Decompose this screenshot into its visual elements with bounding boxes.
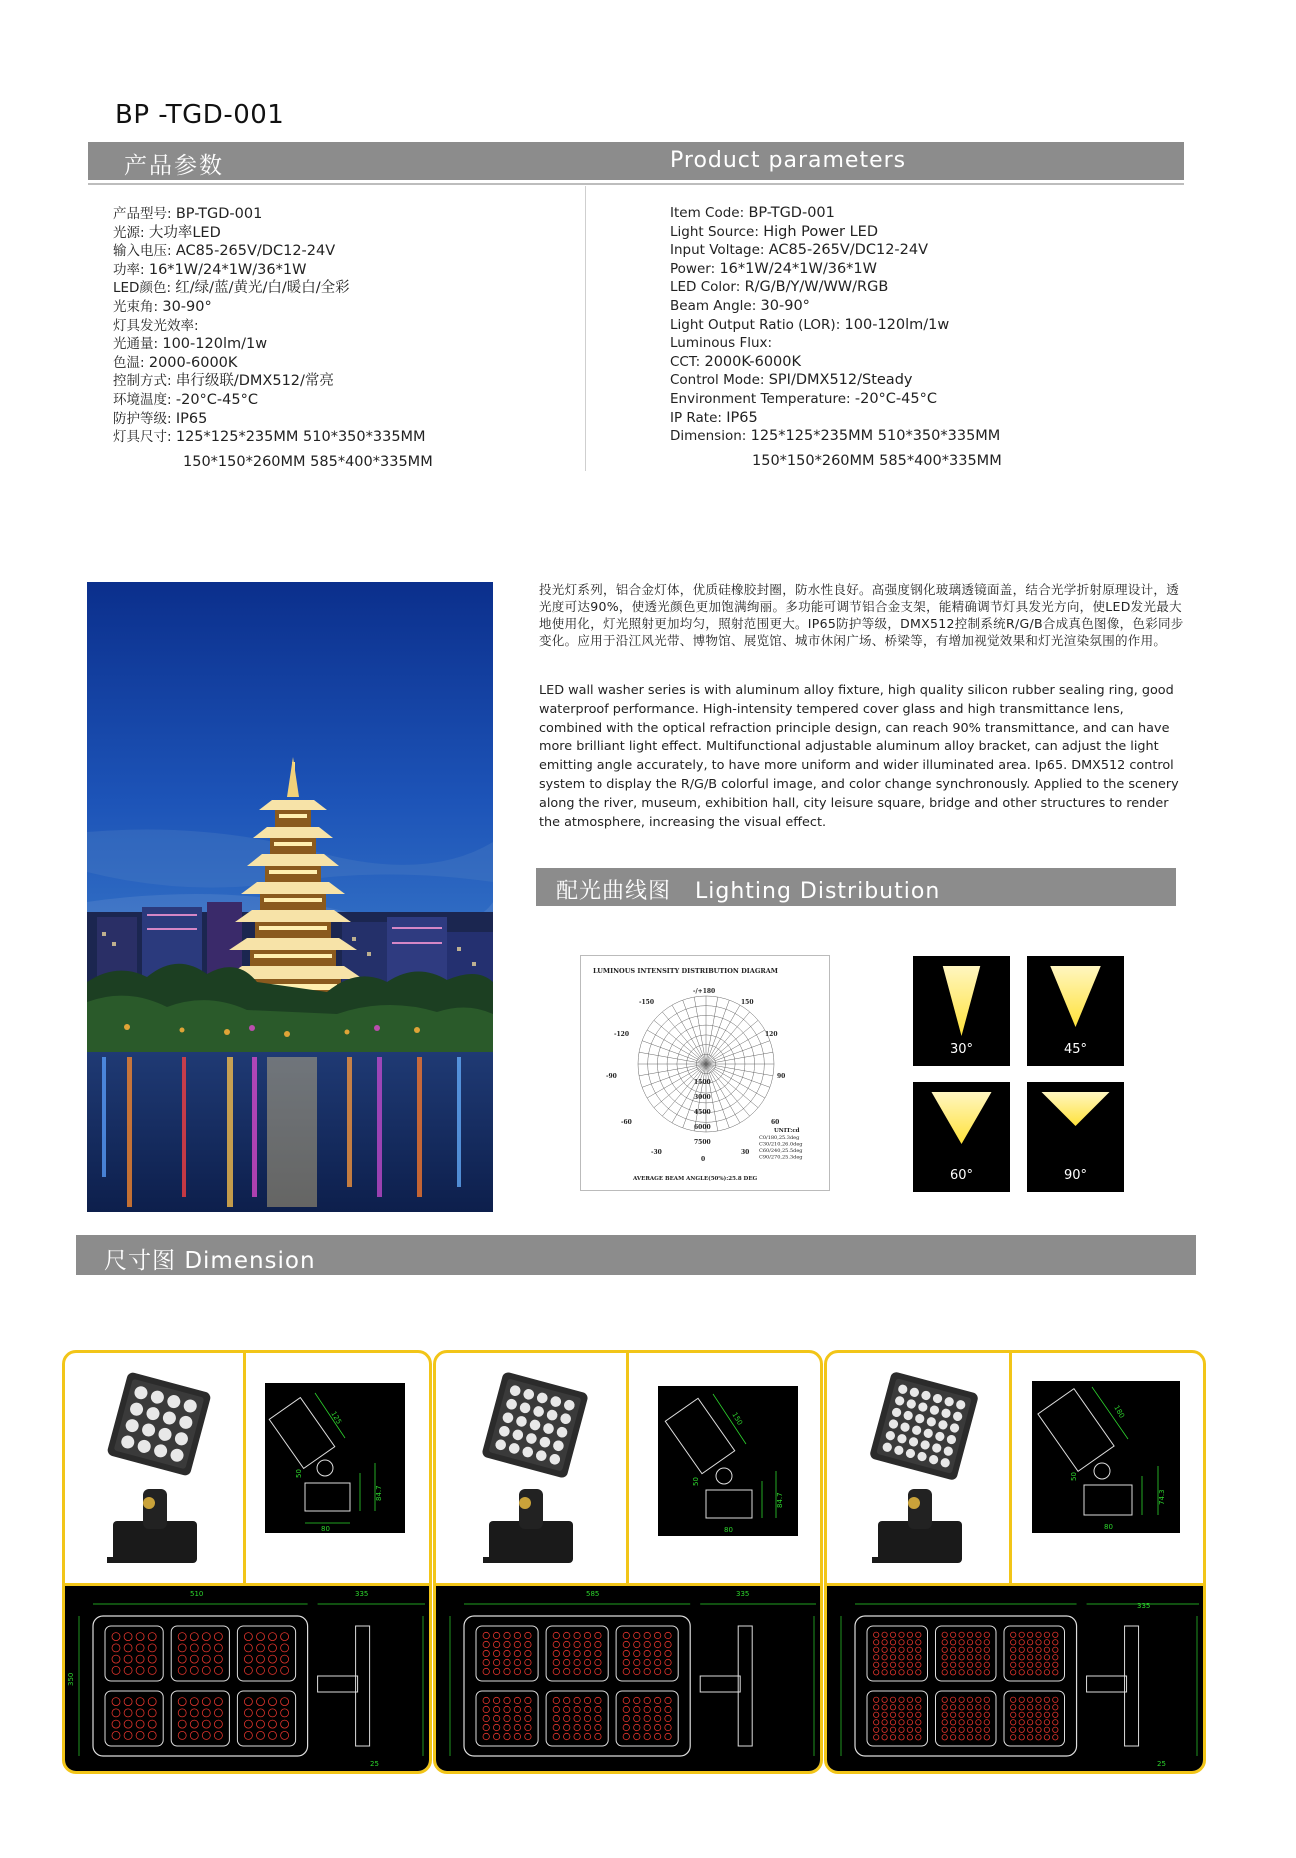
spec-value: 150*150*260MM 585*400*335MM: [183, 453, 433, 470]
params-title-cn: 产品参数: [124, 153, 224, 179]
spec-value: BP-TGD-001: [748, 205, 835, 221]
spec-row: [113, 335, 433, 354]
spec-label: Light Source:: [670, 223, 759, 240]
spec-row: [113, 317, 433, 336]
spec-row: [113, 224, 433, 243]
spec-row: [113, 372, 433, 391]
model-title: BP -TGD-001: [115, 100, 285, 130]
polar-legend-entry: C60/240,25.5deg: [759, 1148, 803, 1154]
plan-view-drawing: [436, 1586, 820, 1774]
polar-angle-label: 30: [741, 1149, 750, 1156]
polar-title: LUMINOUS INTENSITY DISTRIBUTION DIAGRAM: [593, 967, 779, 975]
spec-label: 产品型号:: [113, 206, 172, 222]
polar-angle-label: -60: [621, 1119, 632, 1126]
dim-label: 84.7: [375, 1485, 383, 1501]
spec-value: 大功率LED: [148, 224, 221, 241]
spec-row: [670, 371, 1002, 390]
dim-label: 74.3: [1158, 1489, 1166, 1505]
dim-label: 80: [1104, 1523, 1113, 1531]
spec-value: 125*125*235MM 510*350*335MM: [175, 429, 426, 446]
spec-row: [113, 410, 433, 429]
polar-angle-label: -30: [651, 1149, 662, 1156]
side-view-drawing: [658, 1386, 798, 1536]
spec-row: [113, 279, 433, 298]
spec-row: [113, 391, 433, 410]
dim-label: 335: [1137, 1602, 1151, 1610]
floodlight-36-led-product: [845, 1371, 995, 1571]
spec-row: [670, 278, 1002, 297]
polar-legend-entry: C30/210,26.0deg: [759, 1141, 803, 1148]
plan-view-drawing: [827, 1586, 1203, 1774]
spec-row: [670, 353, 1002, 372]
dimension-bar: [76, 1235, 1196, 1275]
dim-label: 80: [321, 1525, 330, 1533]
spec-value: 红/绿/蓝/黄光/白/暖白/全彩: [175, 280, 350, 297]
params-title-en: Product parameters: [670, 148, 907, 173]
polar-angle-label: 90: [777, 1073, 786, 1080]
spec-row: [670, 452, 1002, 471]
floodlight-25-led-product: [456, 1371, 606, 1571]
spec-label: 功率:: [113, 261, 145, 278]
spec-label: CCT:: [670, 353, 701, 370]
spec-value: AC85-265V/DC12-24V: [175, 243, 336, 260]
polar-ring-label: 4500: [694, 1109, 711, 1116]
spec-value: 150*150*260MM 585*400*335MM: [752, 452, 1002, 469]
floodlight-16-led-product: [85, 1371, 225, 1571]
polar-angle-label: -/+180: [693, 988, 716, 995]
spec-label: 光通量:: [113, 336, 159, 353]
dim-label: 50: [692, 1477, 700, 1486]
description-en: LED wall washer series is with aluminum alloy fixture, high quality silicon rubber sealing ring, good waterproof performance. High-intensity tempered cover glass and high transmittance lens, combined with the optical refraction principle design, can reach 90% transmittance, and can have more brilliant light effect. Multifunctional adjustable aluminum alloy bracket, can adjust the light emitting angle accurately, to have more uniform and wider illuminated area. Ip65. DMX512 control system to display the R/G/B colorful image, and color change synchronously. Applied to the scenery along the river, museum, exhibition hall, city leisure square, bridge and other structures to render the atmosphere, increasing the visual effect.: [539, 683, 1179, 830]
spec-row: [113, 242, 433, 261]
dimension-frame-small: [62, 1350, 432, 1774]
dim-label: 150: [730, 1411, 744, 1427]
spec-value: 16*1W/24*1W/36*1W: [148, 261, 307, 278]
spec-label: LED颜色:: [113, 280, 171, 297]
dim-label: 350: [67, 1672, 75, 1686]
spec-label: 光束角:: [113, 298, 159, 315]
dim-label: 585: [586, 1590, 600, 1598]
dim-label: 25: [370, 1760, 379, 1768]
spec-row: [670, 260, 1002, 279]
spec-label: 灯具发光效率:: [113, 317, 199, 334]
spec-row: [113, 354, 433, 373]
dim-label: 510: [190, 1590, 204, 1598]
luminous-intensity-diagram: [580, 955, 830, 1191]
spec-value: -20°C-45°C: [175, 391, 258, 408]
polar-angle-label: -120: [614, 1031, 630, 1038]
beam-90-cone: [1027, 1082, 1124, 1168]
spec-divider: [585, 186, 586, 471]
beam-30-cone: [913, 956, 1010, 1042]
dim-label: 335: [355, 1590, 369, 1598]
polar-angle-label: -150: [639, 999, 655, 1006]
spec-label: 色温:: [113, 354, 145, 371]
spec-row: [113, 205, 433, 224]
dim-label: 335: [736, 1590, 750, 1598]
dimension-frame-medium: [433, 1350, 823, 1774]
polar-legend-entry: C90/270,25.3deg: [759, 1154, 803, 1161]
side-view-drawing: [265, 1383, 405, 1533]
polar-ring-label: 1500: [694, 1079, 711, 1086]
spec-label: Light Output Ratio (LOR):: [670, 316, 841, 333]
lighting-distribution-title-cn: 配光曲线图: [556, 879, 672, 904]
spec-row: [113, 298, 433, 317]
dim-label: 180: [1112, 1404, 1126, 1420]
lighting-distribution-title-en: Lighting Distribution: [695, 879, 941, 904]
polar-angle-label: 150: [741, 999, 754, 1006]
beam-60-cone: [913, 1082, 1010, 1168]
spec-value: 125*125*235MM 510*350*335MM: [750, 428, 1001, 445]
frame-divider: [243, 1353, 246, 1583]
spec-row: [670, 334, 1002, 353]
dim-label: 50: [295, 1469, 303, 1478]
side-view-drawing: [1032, 1381, 1180, 1533]
polar-footer: AVERAGE BEAM ANGLE(50%):25.8 DEG: [633, 1176, 758, 1182]
dim-label: 84.7: [776, 1492, 784, 1508]
spec-row: [670, 427, 1002, 446]
polar-angle-label: -90: [606, 1073, 617, 1080]
spec-label: Dimension:: [670, 428, 747, 445]
beam-90-label: 90°: [1063, 1168, 1088, 1183]
spec-label: Input Voltage:: [670, 242, 765, 259]
beam-60-label: 60°: [949, 1168, 974, 1183]
spec-row: [670, 409, 1002, 428]
spec-label: Item Code:: [670, 205, 745, 221]
spec-label: LED Color:: [670, 279, 741, 296]
spec-label: IP Rate:: [670, 409, 722, 426]
spec-value: 2000K-6000K: [704, 353, 801, 370]
polar-angle-label: 60: [771, 1119, 780, 1126]
polar-legend-entry: C0/180,25.3deg: [759, 1135, 800, 1141]
polar-angle-label: 0: [701, 1156, 706, 1163]
spec-value: 2000-6000K: [148, 354, 238, 371]
spec-value: 30-90°: [162, 298, 212, 315]
spec-list-cn: [113, 205, 433, 471]
beam-60-tile: [913, 1082, 1010, 1192]
spec-label: Control Mode:: [670, 372, 765, 389]
polar-angle-label: 120: [765, 1031, 778, 1038]
spec-label: 光源:: [113, 224, 145, 241]
spec-value: 100-120lm/1w: [162, 336, 268, 353]
spec-value: 串行级联/DMX512/常亮: [175, 373, 334, 390]
frame-divider: [626, 1353, 629, 1583]
beam-90-tile: [1027, 1082, 1124, 1192]
dim-label: 125: [329, 1410, 343, 1426]
spec-label: Power:: [670, 260, 716, 277]
spec-label: 灯具尺寸:: [113, 429, 172, 446]
plan-view-drawing: [65, 1586, 429, 1774]
spec-value: 16*1W/24*1W/36*1W: [719, 260, 877, 277]
pagoda-night-photo: [87, 582, 493, 1212]
spec-row: [670, 204, 1002, 223]
dimension-frame-large: [824, 1350, 1206, 1774]
spec-label: 环境温度:: [113, 391, 172, 408]
spec-row: [113, 261, 433, 280]
spec-label: 输入电压:: [113, 243, 172, 260]
spec-value: IP65: [726, 409, 758, 426]
dimension-title-en: Dimension: [184, 1248, 316, 1274]
params-underline: [88, 183, 1184, 185]
polar-ring-label: 3000: [694, 1094, 711, 1101]
lighting-distribution-bar: [536, 868, 1176, 906]
dim-label: 80: [724, 1526, 733, 1534]
spec-value: 30-90°: [760, 297, 810, 314]
description-cn: 投光灯系列，铝合金灯体，优质硅橡胶封圈，防水性良好。高强度钢化玻璃透镜面盖，结合光学折射原理设计，透光度可达90%，使透光颜色更加饱满绚丽。多功能可调节铝合金支架，能精确调节灯具发光方向，使LED发光最大地使用化，灯光照射更加均匀，照射范围更大。IP65防护等级，DMX512控制系统R/G/B合成真色图像，色彩同步变化。应用于沿江风光带、博物馆、展览馆、城市休闲广场、桥梁等，有增加视觉效果和灯光渲染氛围的作用。: [539, 582, 1184, 648]
beam-30-label: 30°: [949, 1042, 974, 1057]
spec-value: R/G/B/Y/W/WW/RGB: [744, 279, 889, 296]
dimension-title-cn: 尺寸图: [104, 1248, 176, 1274]
dim-label: 50: [1070, 1472, 1078, 1481]
spec-value: IP65: [175, 410, 208, 427]
spec-value: -20°C-45°C: [854, 390, 937, 407]
spec-value: SPI/DMX512/Steady: [768, 372, 913, 389]
spec-label: Beam Angle:: [670, 297, 757, 314]
beam-45-label: 45°: [1063, 1042, 1088, 1057]
spec-value: BP-TGD-001: [175, 206, 263, 222]
dimension-title: [104, 1242, 316, 1275]
spec-value: AC85-265V/DC12-24V: [768, 242, 929, 259]
beam-45-cone: [1027, 956, 1124, 1042]
spec-list-en: [670, 204, 1002, 470]
spec-row: [670, 297, 1002, 316]
dim-label: 25: [1157, 1760, 1166, 1768]
product-parameters-bar: [88, 142, 1184, 180]
spec-row: [113, 453, 433, 472]
beam-30-tile: [913, 956, 1010, 1066]
spec-label: Environment Temperature:: [670, 390, 851, 407]
polar-ring-label: 6000: [694, 1124, 711, 1131]
spec-value: High Power LED: [763, 223, 878, 240]
polar-ring-label: 7500: [694, 1139, 711, 1146]
spec-row: [670, 390, 1002, 409]
spec-row: [670, 223, 1002, 242]
spec-label: 防护等级:: [113, 410, 172, 427]
lighting-distribution-title: [556, 874, 940, 905]
spec-label: 控制方式:: [113, 373, 172, 390]
spec-row: [670, 241, 1002, 260]
frame-divider: [1009, 1353, 1012, 1583]
beam-45-tile: [1027, 956, 1124, 1066]
spec-row: [113, 428, 433, 447]
spec-value: 100-120lm/1w: [844, 316, 950, 333]
polar-unit: UNIT:cd: [774, 1128, 800, 1134]
spec-row: [670, 316, 1002, 335]
spec-label: Luminous Flux:: [670, 335, 773, 352]
